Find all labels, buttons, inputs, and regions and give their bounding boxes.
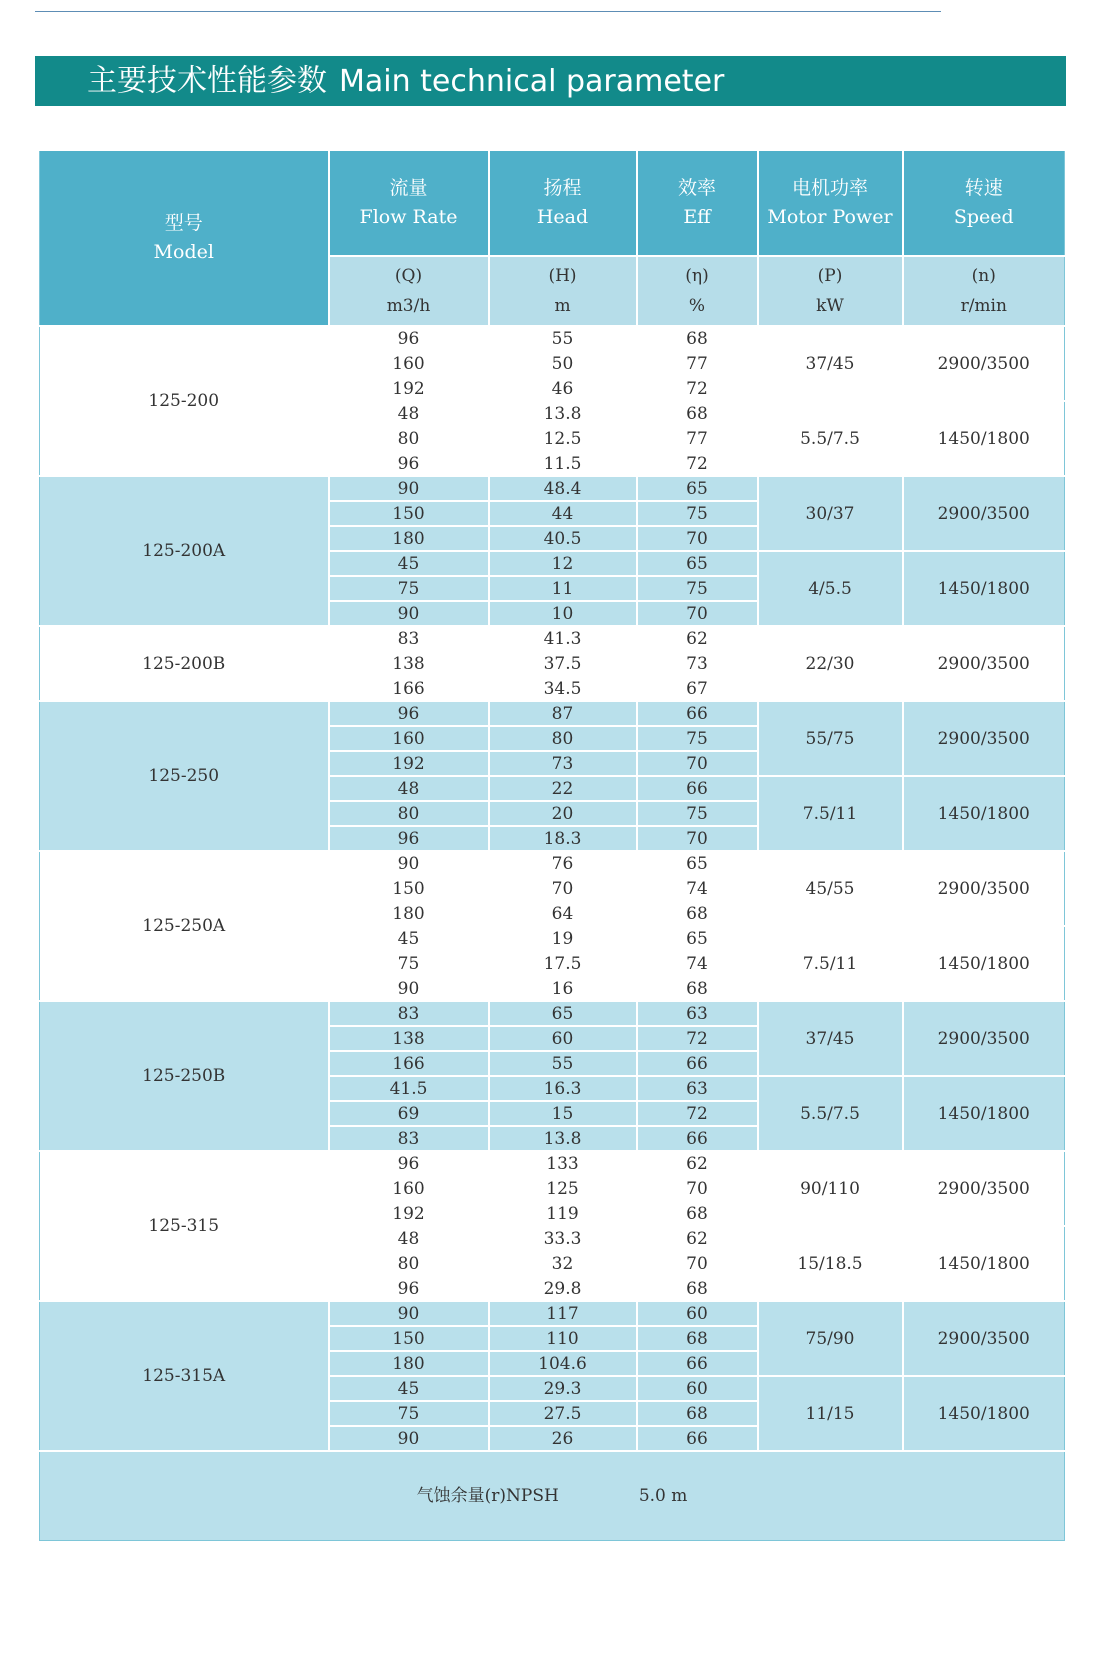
head-cell: 34.5 [489, 676, 637, 701]
unit-speed-unit: r/min [960, 296, 1007, 316]
eff-cell: 68 [637, 401, 758, 426]
head-cell: 125 [489, 1176, 637, 1201]
model-cell: 125-200 [40, 326, 329, 476]
head-cell: 76 [489, 851, 637, 876]
flow-cell: 192 [329, 376, 489, 401]
model-cell: 125-315A [40, 1301, 329, 1451]
eff-cell: 77 [637, 426, 758, 451]
unit-eff-unit: % [688, 296, 706, 316]
eff-cell: 65 [637, 926, 758, 951]
eff-cell: 68 [637, 1401, 758, 1426]
flow-cell: 96 [329, 326, 489, 351]
head-cell: 119 [489, 1201, 637, 1226]
flow-cell: 150 [329, 501, 489, 526]
head-cell: 80 [489, 726, 637, 751]
header-speed-cn: 转速 [964, 177, 1003, 199]
header-speed [903, 150, 1065, 256]
eff-cell: 62 [637, 626, 758, 651]
flow-cell: 180 [329, 526, 489, 551]
eff-cell: 72 [637, 451, 758, 476]
eff-cell: 68 [637, 1276, 758, 1301]
flow-cell: 90 [329, 976, 489, 1001]
head-cell: 13.8 [489, 401, 637, 426]
eff-cell: 66 [637, 1351, 758, 1376]
head-cell: 12.5 [489, 426, 637, 451]
header-head-en: Head [536, 206, 589, 228]
speed-cell: 1450/1800 [903, 1076, 1065, 1151]
flow-cell: 45 [329, 926, 489, 951]
motor-power-cell: 22/30 [758, 626, 903, 701]
head-cell: 46 [489, 376, 637, 401]
eff-cell: 72 [637, 376, 758, 401]
eff-cell: 62 [637, 1226, 758, 1251]
head-cell: 19 [489, 926, 637, 951]
unit-speed-symbol: (n) [971, 266, 996, 286]
head-cell: 73 [489, 751, 637, 776]
unit-head [489, 256, 637, 326]
eff-cell: 70 [637, 601, 758, 626]
head-cell: 110 [489, 1326, 637, 1351]
head-cell: 117 [489, 1301, 637, 1326]
eff-cell: 70 [637, 526, 758, 551]
flow-cell: 90 [329, 476, 489, 501]
header-flow-rate-en: Flow Rate [359, 206, 458, 228]
header-flow-rate [329, 150, 489, 256]
head-cell: 70 [489, 876, 637, 901]
head-cell: 18.3 [489, 826, 637, 851]
eff-cell: 70 [637, 826, 758, 851]
head-cell: 87 [489, 701, 637, 726]
unit-eff-symbol: (η) [685, 266, 709, 286]
unit-head-unit: m [554, 296, 571, 316]
flow-cell: 138 [329, 651, 489, 676]
speed-cell: 2900/3500 [903, 326, 1065, 401]
head-cell: 12 [489, 551, 637, 576]
parameter-table [39, 149, 1065, 1541]
speed-cell: 1450/1800 [903, 1376, 1065, 1451]
flow-cell: 166 [329, 1051, 489, 1076]
flow-cell: 69 [329, 1101, 489, 1126]
header-head-cn: 扬程 [543, 177, 582, 199]
flow-cell: 90 [329, 1301, 489, 1326]
banner-title-cn: 主要技术性能参数 [87, 63, 327, 99]
banner-title-en: Main technical parameter [339, 63, 725, 99]
model-cell: 125-250B [40, 1001, 329, 1151]
eff-cell: 67 [637, 676, 758, 701]
eff-cell: 75 [637, 576, 758, 601]
head-cell: 64 [489, 901, 637, 926]
unit-head-symbol: (H) [548, 266, 577, 286]
flow-cell: 160 [329, 1176, 489, 1201]
head-cell: 32 [489, 1251, 637, 1276]
speed-cell: 1450/1800 [903, 401, 1065, 476]
table-row [40, 326, 1065, 351]
head-cell: 50 [489, 351, 637, 376]
head-cell: 10 [489, 601, 637, 626]
eff-cell: 66 [637, 776, 758, 801]
unit-flow-rate-unit: m3/h [386, 296, 431, 316]
flow-cell: 41.5 [329, 1076, 489, 1101]
speed-cell: 2900/3500 [903, 1001, 1065, 1076]
head-cell: 20 [489, 801, 637, 826]
speed-cell: 2900/3500 [903, 701, 1065, 776]
speed-cell: 2900/3500 [903, 476, 1065, 551]
flow-cell: 150 [329, 876, 489, 901]
flow-cell: 83 [329, 1126, 489, 1151]
head-cell: 55 [489, 1051, 637, 1076]
unit-speed [903, 256, 1065, 326]
header-motor-power-en: Motor Power [767, 206, 893, 228]
eff-cell: 65 [637, 551, 758, 576]
eff-cell: 66 [637, 1126, 758, 1151]
head-cell: 26 [489, 1426, 637, 1451]
eff-cell: 66 [637, 1426, 758, 1451]
table-row [40, 701, 1065, 726]
head-cell: 33.3 [489, 1226, 637, 1251]
eff-cell: 65 [637, 851, 758, 876]
eff-cell: 72 [637, 1026, 758, 1051]
head-cell: 16 [489, 976, 637, 1001]
eff-cell: 63 [637, 1001, 758, 1026]
flow-cell: 96 [329, 826, 489, 851]
eff-cell: 68 [637, 976, 758, 1001]
npsh-value: 5.0 m [638, 1486, 688, 1506]
head-cell: 104.6 [489, 1351, 637, 1376]
header-model [40, 150, 329, 326]
head-cell: 37.5 [489, 651, 637, 676]
speed-cell: 2900/3500 [903, 1301, 1065, 1376]
motor-power-cell: 5.5/7.5 [758, 1076, 903, 1151]
table-row [40, 851, 1065, 876]
top-divider-line [35, 11, 941, 12]
motor-power-cell: 37/45 [758, 326, 903, 401]
head-cell: 16.3 [489, 1076, 637, 1101]
eff-cell: 60 [637, 1301, 758, 1326]
unit-motor-power [758, 256, 903, 326]
head-cell: 60 [489, 1026, 637, 1051]
head-cell: 22 [489, 776, 637, 801]
head-cell: 29.8 [489, 1276, 637, 1301]
flow-cell: 96 [329, 1276, 489, 1301]
motor-power-cell: 4/5.5 [758, 551, 903, 626]
flow-cell: 96 [329, 1151, 489, 1176]
motor-power-cell: 11/15 [758, 1376, 903, 1451]
eff-cell: 65 [637, 476, 758, 501]
head-cell: 11 [489, 576, 637, 601]
speed-cell: 2900/3500 [903, 851, 1065, 926]
head-cell: 65 [489, 1001, 637, 1026]
eff-cell: 70 [637, 751, 758, 776]
head-cell: 27.5 [489, 1401, 637, 1426]
eff-cell: 74 [637, 876, 758, 901]
unit-eff [637, 256, 758, 326]
flow-cell: 160 [329, 726, 489, 751]
eff-cell: 62 [637, 1151, 758, 1176]
eff-cell: 68 [637, 1201, 758, 1226]
model-cell: 125-250 [40, 701, 329, 851]
table-row [40, 626, 1065, 651]
motor-power-cell: 5.5/7.5 [758, 401, 903, 476]
flow-cell: 75 [329, 576, 489, 601]
header-eff [637, 150, 758, 256]
flow-cell: 83 [329, 1001, 489, 1026]
flow-cell: 160 [329, 351, 489, 376]
motor-power-cell: 90/110 [758, 1151, 903, 1226]
speed-cell: 1450/1800 [903, 926, 1065, 1001]
eff-cell: 66 [637, 1051, 758, 1076]
speed-cell: 1450/1800 [903, 1226, 1065, 1301]
flow-cell: 166 [329, 676, 489, 701]
motor-power-cell: 75/90 [758, 1301, 903, 1376]
eff-cell: 73 [637, 651, 758, 676]
header-eff-en: Eff [683, 206, 711, 228]
flow-cell: 138 [329, 1026, 489, 1051]
table-row [40, 1001, 1065, 1026]
head-cell: 13.8 [489, 1126, 637, 1151]
header-model-cn: 型号 [164, 212, 203, 234]
flow-cell: 83 [329, 626, 489, 651]
eff-cell: 70 [637, 1176, 758, 1201]
eff-cell: 68 [637, 1326, 758, 1351]
flow-cell: 180 [329, 901, 489, 926]
table-row [40, 476, 1065, 501]
flow-cell: 90 [329, 601, 489, 626]
motor-power-cell: 15/18.5 [758, 1226, 903, 1301]
eff-cell: 63 [637, 1076, 758, 1101]
header-motor-power [758, 150, 903, 256]
speed-cell: 1450/1800 [903, 776, 1065, 851]
head-cell: 15 [489, 1101, 637, 1126]
flow-cell: 48 [329, 401, 489, 426]
npsh-footer [40, 1451, 1065, 1541]
eff-cell: 70 [637, 1251, 758, 1276]
motor-power-cell: 55/75 [758, 701, 903, 776]
flow-cell: 45 [329, 551, 489, 576]
eff-cell: 68 [637, 901, 758, 926]
flow-cell: 192 [329, 751, 489, 776]
speed-cell: 2900/3500 [903, 626, 1065, 701]
speed-cell: 2900/3500 [903, 1151, 1065, 1226]
eff-cell: 75 [637, 801, 758, 826]
unit-flow-rate [329, 256, 489, 326]
header-model-en: Model [153, 241, 214, 263]
speed-cell: 1450/1800 [903, 551, 1065, 626]
table-row [40, 1301, 1065, 1326]
flow-cell: 90 [329, 1426, 489, 1451]
head-cell: 44 [489, 501, 637, 526]
motor-power-cell: 37/45 [758, 1001, 903, 1076]
unit-motor-power-unit: kW [816, 296, 844, 316]
eff-cell: 60 [637, 1376, 758, 1401]
head-cell: 40.5 [489, 526, 637, 551]
header-speed-en: Speed [953, 206, 1014, 228]
table-row [40, 1151, 1065, 1176]
header-flow-rate-cn: 流量 [389, 177, 428, 199]
motor-power-cell: 30/37 [758, 476, 903, 551]
flow-cell: 150 [329, 1326, 489, 1351]
flow-cell: 80 [329, 801, 489, 826]
section-banner [35, 56, 1066, 106]
flow-cell: 96 [329, 451, 489, 476]
head-cell: 29.3 [489, 1376, 637, 1401]
motor-power-cell: 45/55 [758, 851, 903, 926]
motor-power-cell: 7.5/11 [758, 926, 903, 1001]
head-cell: 41.3 [489, 626, 637, 651]
flow-cell: 48 [329, 776, 489, 801]
model-cell: 125-200A [40, 476, 329, 626]
eff-cell: 74 [637, 951, 758, 976]
flow-cell: 180 [329, 1351, 489, 1376]
model-cell: 125-315 [40, 1151, 329, 1301]
head-cell: 17.5 [489, 951, 637, 976]
flow-cell: 48 [329, 1226, 489, 1251]
eff-cell: 72 [637, 1101, 758, 1126]
eff-cell: 75 [637, 726, 758, 751]
flow-cell: 192 [329, 1201, 489, 1226]
flow-cell: 96 [329, 701, 489, 726]
eff-cell: 77 [637, 351, 758, 376]
flow-cell: 90 [329, 851, 489, 876]
eff-cell: 68 [637, 326, 758, 351]
head-cell: 48.4 [489, 476, 637, 501]
unit-flow-rate-symbol: (Q) [394, 266, 423, 286]
npsh-label: 气蚀余量(r)NPSH [416, 1486, 559, 1506]
flow-cell: 80 [329, 1251, 489, 1276]
flow-cell: 45 [329, 1376, 489, 1401]
eff-cell: 66 [637, 701, 758, 726]
flow-cell: 75 [329, 951, 489, 976]
head-cell: 133 [489, 1151, 637, 1176]
motor-power-cell: 7.5/11 [758, 776, 903, 851]
eff-cell: 75 [637, 501, 758, 526]
flow-cell: 75 [329, 1401, 489, 1426]
unit-motor-power-symbol: (P) [817, 266, 843, 286]
header-head [489, 150, 637, 256]
header-eff-cn: 效率 [677, 177, 716, 199]
model-cell: 125-250A [40, 851, 329, 1001]
head-cell: 11.5 [489, 451, 637, 476]
head-cell: 55 [489, 326, 637, 351]
header-motor-power-cn: 电机功率 [791, 177, 868, 199]
flow-cell: 80 [329, 426, 489, 451]
model-cell: 125-200B [40, 626, 329, 701]
